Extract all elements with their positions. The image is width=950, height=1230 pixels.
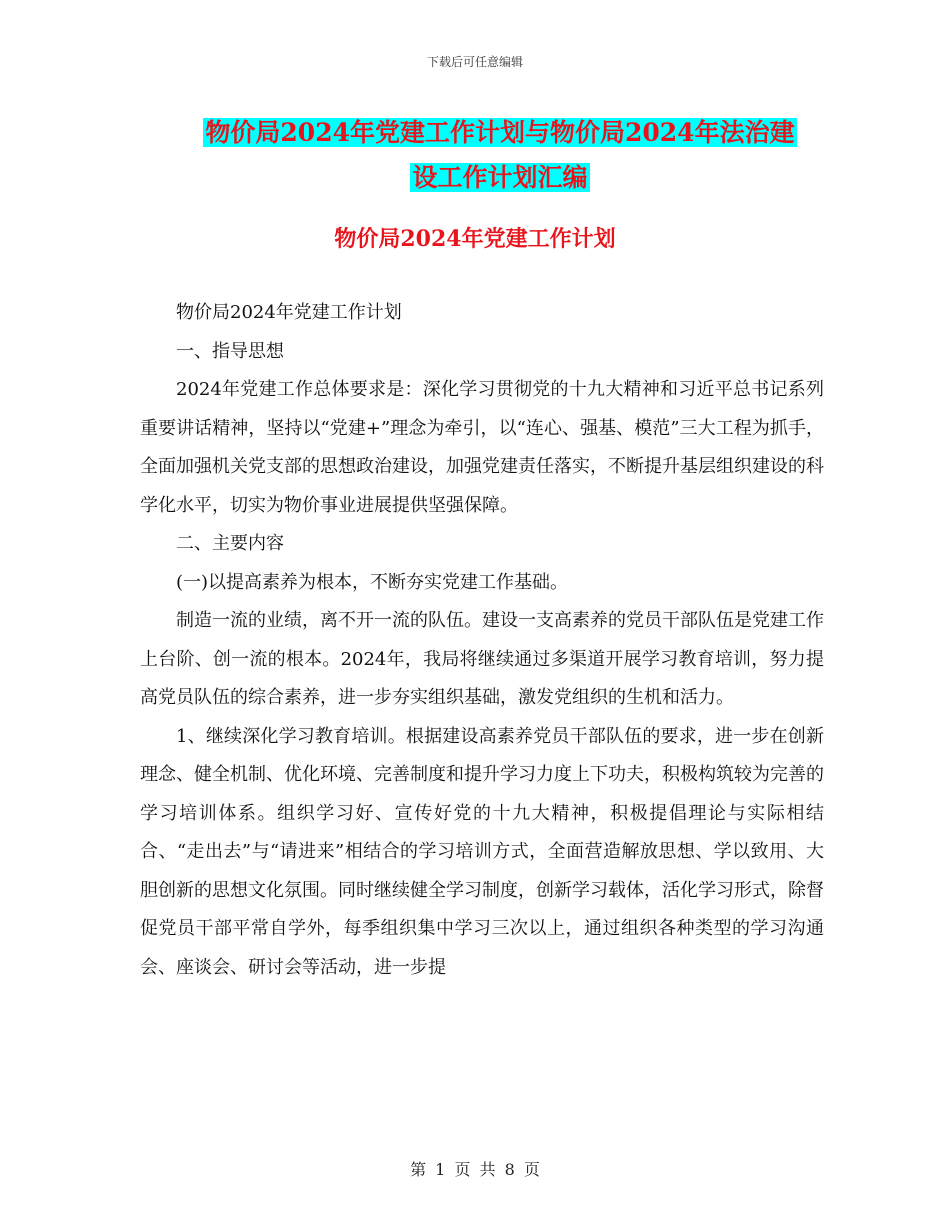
paragraph: 物价局2024年党建工作计划: [176, 302, 402, 323]
heading-guiding-thought: 一、指导思想: [176, 340, 284, 362]
document-body: [140, 294, 824, 987]
header-note: 下载后可任意编辑: [426, 55, 523, 69]
paragraph: 制造一流的业绩，离不开一流的队伍。建设一支高素养的党员干部队伍是党建工作上台阶、创一流的根本。2024年，我局将继续通过多渠道开展学习教育培训，努力提高党员队伍的综合素养，进一步夯实组织基础，激发党组织的生机和活力。: [140, 610, 824, 708]
section-title: 物价局2024年党建工作计划: [334, 226, 616, 252]
document-title: [150, 110, 850, 200]
page-footer: 第 1 页 共 8 页: [410, 1160, 540, 1179]
heading-main-content: 二、主要内容: [176, 533, 284, 554]
paragraph: 1、继续深化学习教育培训。根据建设高素养党员干部队伍的要求，进一步在创新理念、健全机制、优化环境、完善制度和提升学习力度上下功夫，积极构筑较为完善的学习培训体系。组织学习好、宣传好党的十九大精神，积极提倡理论与实际相结合、“走出去”与“请进来”相结合的学习培训方式，全面营造解放思想、学以致用、大胆创新的思想文化氛围。同时继续健全学习制度，创新学习载体，活化学习形式，除督促党员干部平常自学外，每季组织集中学习三次以上，通过组织各种类型的学习沟通会、座谈会、研讨会等活动，进一步提: [140, 725, 824, 978]
paragraph: 2024年党建工作总体要求是：深化学习贯彻党的十九大精神和习近平总书记系列重要讲话精神，坚持以“党建+”理念为牵引，以“连心、强基、模范”三大工程为抓手，全面加强机关党支部的思想政治建设，加强党建责任落实，不断提升基层组织建设的科学化水平，切实为物价事业进展提供坚强保障。: [140, 379, 824, 516]
subheading: (一)以提高素养为根本，不断夯实党建工作基础。: [176, 571, 569, 593]
title-line-2: 设工作计划汇编: [412, 163, 588, 192]
title-line-1: 物价局2024年党建工作计划与物价局2024年法治建: [205, 118, 795, 147]
